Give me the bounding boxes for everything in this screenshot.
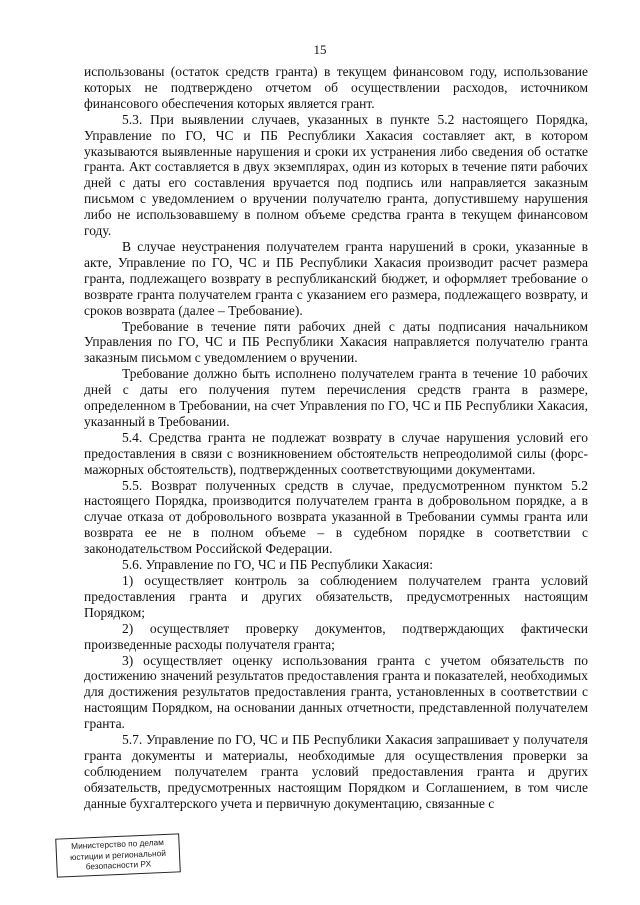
paragraph-5-3: 5.3. При выявлении случаев, указанных в пункте 5.2 настоящего Порядка, Управление по ГО, ЧС и ПБ Республики Хакасия составляет акт, в котором указываются выявленные нарушения и сроки их устранения либо сведения об остатке гранта. Акт составляется в двух экземплярах, один из которых в течение пяти рабочих дней с даты его составления вручается под подпись или направляется заказным письмом с уведомлением о вручении получателю гранта, допустившему нарушения либо не использовавшему в полном объеме средства гранта в текущем финансовом году.	[84, 111, 588, 239]
paragraph-non-elimination: В случае неустранения получателем гранта нарушений в сроки, указанные в акте, Управление по ГО, ЧС и ПБ Республики Хакасия производит расчет размера гранта, подлежащего возврату в республиканский бюджет, и оформляет требование о возврате гранта получателем гранта с указанием его размера, подлежащего возврату, и сроков возврата (далее – Требование).	[84, 238, 588, 318]
paragraph-5-5: 5.5. Возврат полученных средств в случае, предусмотренном пунктом 5.2 настоящего Порядка, производится получателем гранта в добровольном порядке, а в случае отказа от добровольного возврата указанной в Требовании суммы гранта или возврата ее не в полном объеме – в судебном порядке в соответствии с законодательством Российской Федерации.	[84, 477, 588, 557]
paragraph-5-6-item-1: 1) осуществляет контроль за соблюдением получателем гранта условий предоставления гранта и других обязательств, предусмотренных настоящим Порядком;	[84, 573, 588, 620]
stamp-line-1: Министерство по делам	[70, 836, 165, 852]
stamp-line-3: безопасности РХ	[85, 858, 152, 872]
paragraph-requirement-sending: Требование в течение пяти рабочих дней с даты подписания начальником Управления по ГО, ЧС и ПБ Республики Хакасия направляется получателю гранта заказным письмом с уведомлением о вручении.	[84, 318, 588, 366]
page-number: 15	[313, 42, 327, 57]
ministry-stamp	[55, 833, 181, 877]
paragraph-5-6-item-2: 2) осуществляет проверку документов, подтверждающих фактически произведенные расходы получателя гранта;	[84, 620, 588, 652]
stamp-line-2: юстиции и региональной	[69, 847, 167, 862]
paragraph-5-6: 5.6. Управление по ГО, ЧС и ПБ Республики Хакасия:	[122, 557, 434, 573]
paragraph-5-7: 5.7. Управление по ГО, ЧС и ПБ Республики Хакасия запрашивает у получателя гранта документы и материалы, необходимые для осуществления проверки за соблюдением получателем гранта условий предоставления гранта и других обязательств, предусмотренных настоящим Порядком и Соглашением, в том числе данные бухгалтерского учета и первичную документацию, связанные с	[84, 732, 588, 811]
paragraph-5-6-item-3: 3) осуществляет оценку использования гранта с учетом обязательств по достижению значений результатов предоставления гранта и показателей, необходимых для достижения результатов предоставления гранта, установленных в соответствии с настоящим Порядком, на основании данных отчетности, представленной получателем гранта.	[84, 652, 588, 732]
paragraph-requirement-execution: Требование должно быть исполнено получателем гранта в течение 10 рабочих дней с даты его получения путем перечисления средств гранта в размере, определенном в Требовании, на счет Управления по ГО, ЧС и ПБ Республики Хакасия, указанный в Требовании.	[84, 366, 588, 429]
paragraph-continuation: использованы (остаток средств гранта) в текущем финансовом году, использование которых не подтверждено отчетом об осуществлении расходов, источником финансового обеспечения которых является грант.	[84, 64, 588, 111]
paragraph-5-4: 5.4. Средства гранта не подлежат возврату в случае нарушения условий его предоставления в связи с возникновением обстоятельств непреодолимой силы (форс-мажорных обстоятельств), подтвержденных соответствующими документами.	[84, 429, 588, 477]
body-text	[84, 64, 588, 812]
